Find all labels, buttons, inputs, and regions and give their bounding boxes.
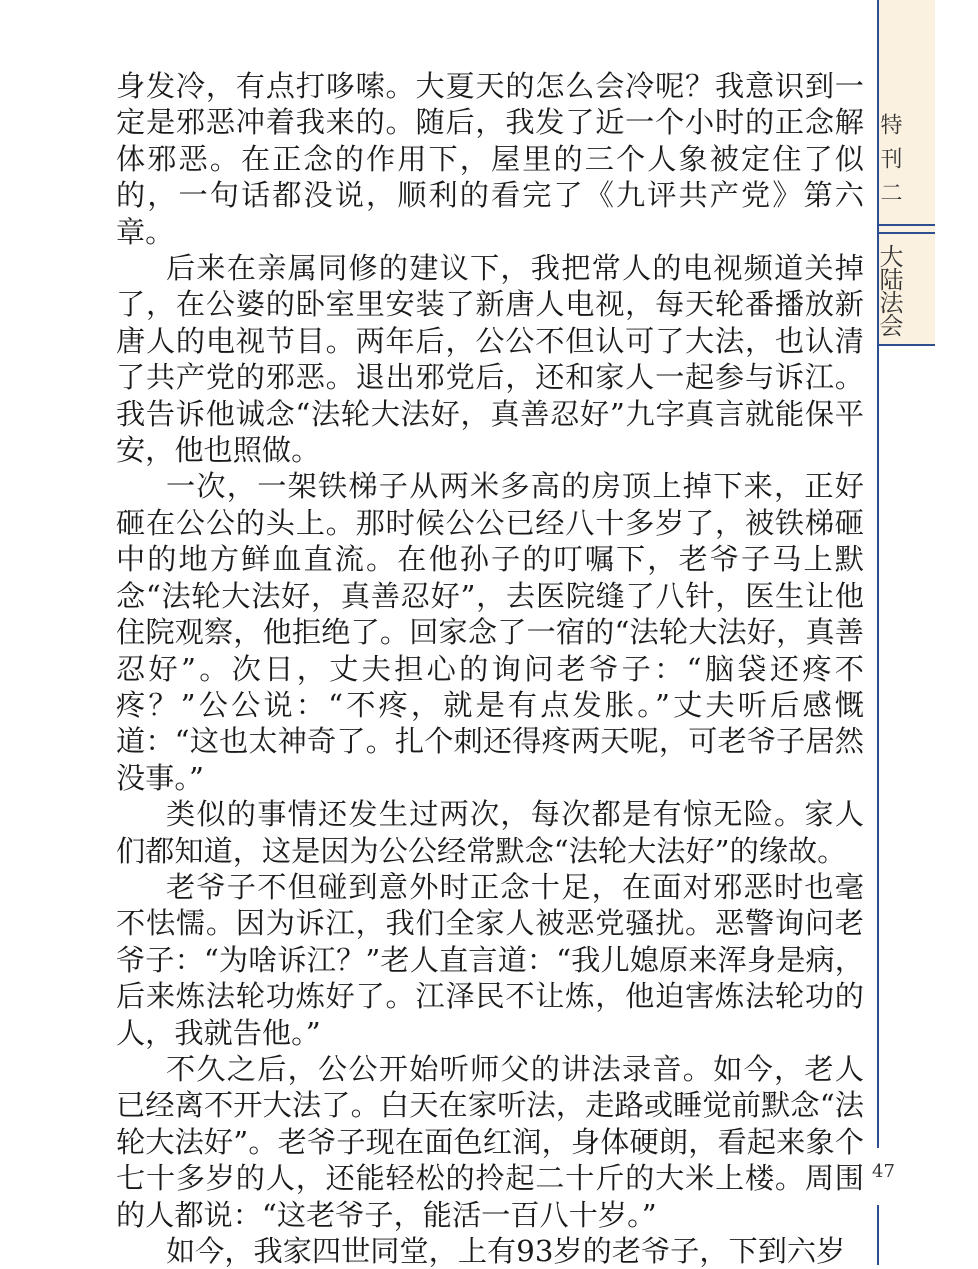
paragraph: 不久之后，公公开始听师父的讲法录音。如今，老人已经离不开大法了。白天在家听法，走路或睡觉前默念“法轮大法好”。老爷子现在面色红润，身体硬朗，看起来象个七十多岁的人，还能轻松的拎起二十斤的大米上楼。周围的人都说：“这老爷子，能活一百八十岁。” [116, 1051, 864, 1232]
paragraph: 一次，一架铁梯子从两米多高的房顶上掉下来，正好砸在公公的头上。那时候公公已经八十多岁了，被铁梯砸中的地方鲜血直流。在他孙子的叮嘱下，老爷子马上默念“法轮大法好，真善忍好”，去医院缝了八针，医生让他住院观察，他拒绝了。回家念了一宿的“法轮大法好，真善忍好”。次日，丈夫担心的询问老爷子：“脑袋还疼不疼？”公公说：“不疼，就是有点发胀。”丈夫听后感慨道：“这也太神奇了。扎个刺还得疼两天呢，可老爷子居然没事。” [116, 469, 864, 795]
tab-divider [879, 224, 935, 226]
paragraph: 老爷子不但碰到意外时正念十足，在面对邪恶时也毫不怯懦。因为诉江，我们全家人被恶党骚扰。恶警询问老爷子：“为啥诉江？”老人直言道：“我儿媳原来浑身是病，后来炼法轮功炼好了。江泽民不让炼，他迫害炼法轮功的人，我就告他。” [116, 869, 864, 1050]
paragraph: 如今，我家四世同堂，上有93岁的老爷子，下到六岁 [166, 1234, 846, 1268]
paragraph-continued: 身发冷，有点打哆嗦。大夏天的怎么会冷呢？我意识到一定是邪恶冲着我来的。随后，我发了近一个小时的正念解体邪恶。在正念的作用下，屋里的三个人象被定住了似的，一句话都没说，顺利的看完了《九评共产党》第六章。 [116, 69, 864, 249]
page-number: 47 [872, 1161, 895, 1182]
section-label: 特刊二 [877, 113, 902, 215]
tab-divider [879, 232, 935, 234]
tab-divider [879, 344, 935, 346]
paragraph: 后来在亲属同修的建议下，我把常人的电视频道关掉了，在公婆的卧室里安装了新唐人电视，每天轮番播放新唐人的电视节目。两年后，公公不但认可了大法，也认清了共产党的邪恶。退出邪党后，还和家人一起参与诉江。我告诉他诚念“法轮大法好，真善忍好”九字真言就能保平安，他也照做。 [116, 251, 864, 468]
article-body [116, 68, 864, 1269]
paragraph: 类似的事情还发生过两次，每次都是有惊无险。家人们都知道，这是因为公公经常默念“法轮大法好”的缘故。 [116, 797, 864, 868]
margin-rule-bottom [877, 1205, 879, 1265]
subsection-label: 大陆法会 [875, 244, 903, 336]
